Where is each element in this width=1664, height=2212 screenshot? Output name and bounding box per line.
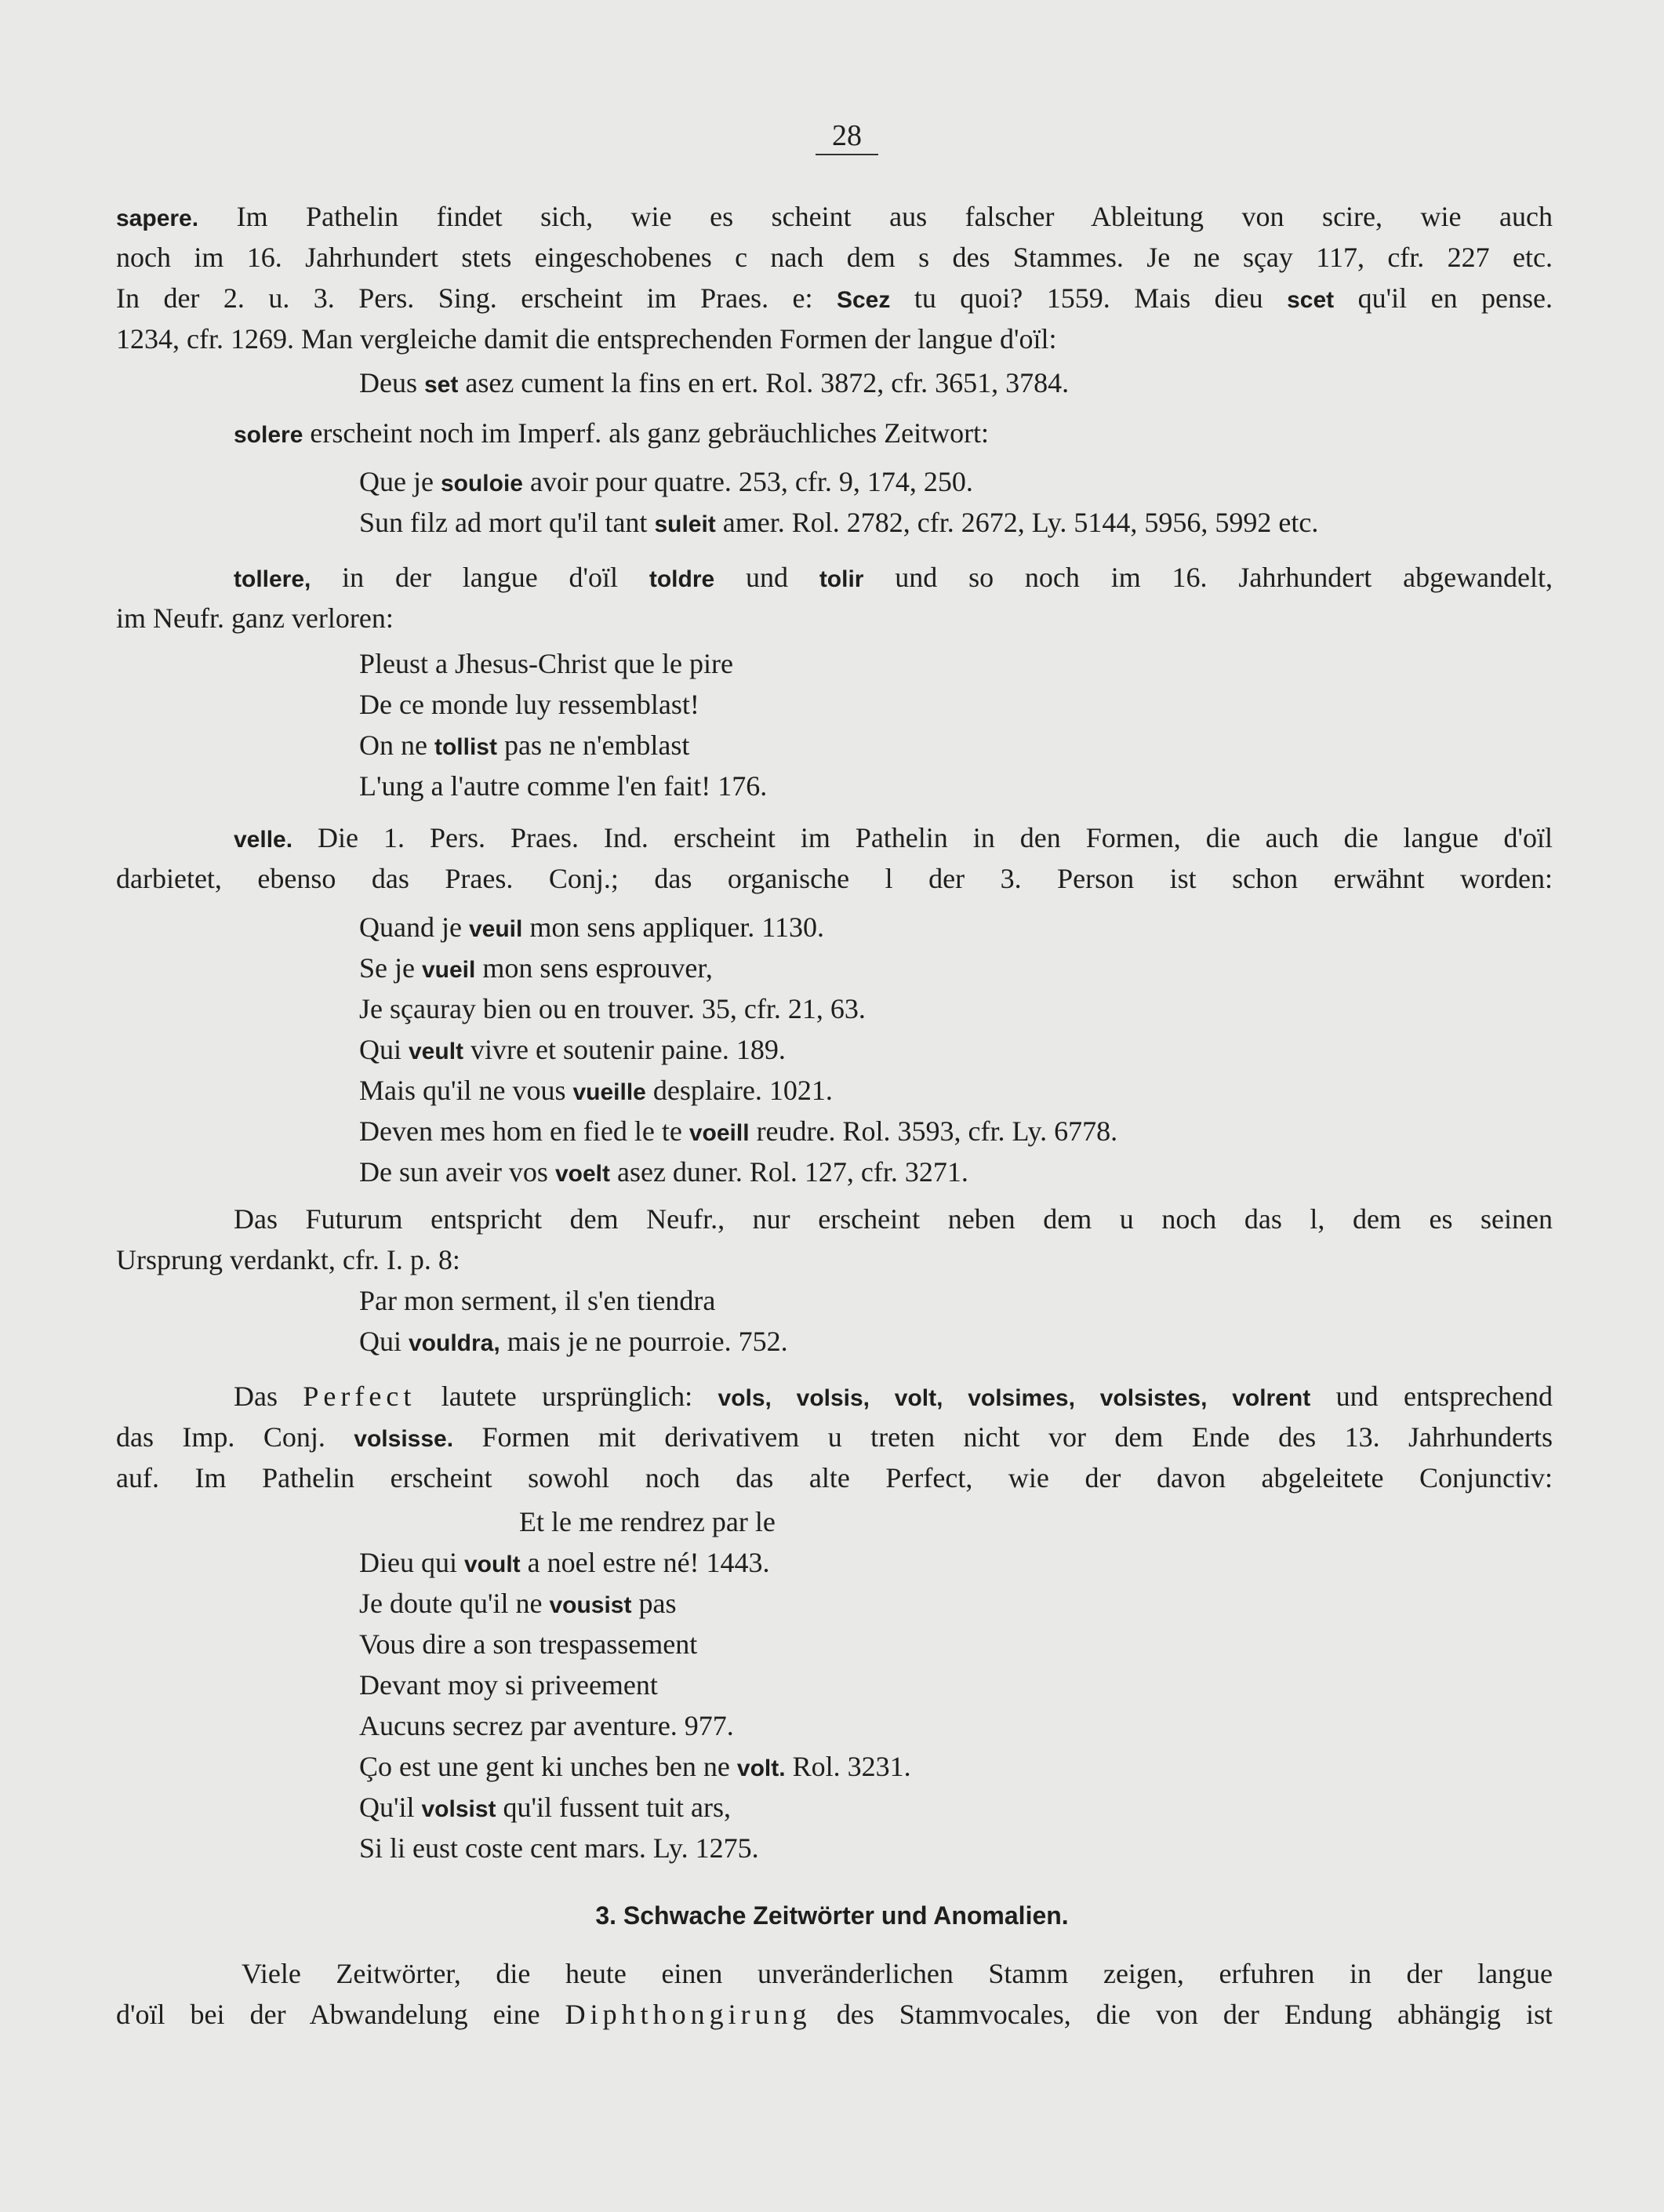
section-heading: 3. Schwache Zeitwörter und Anomalien. xyxy=(595,1901,1069,1930)
quotation-line: De ce monde luy ressemblast! xyxy=(359,689,699,720)
text-line: velle. Die 1. Pers. Praes. Ind. erscheint im Pathelin in den Formen, die auch die langue d'oïl xyxy=(234,822,1553,853)
text-line: im Neufr. ganz verloren: xyxy=(116,602,394,634)
quotation-line: Deven mes hom en fied le te voeill reudre. Rol. 3593, cfr. Ly. 6778. xyxy=(359,1115,1118,1147)
quotation-line: Pleust a Jhesus-Christ que le pire xyxy=(359,648,733,679)
quotation-line: Qu'il volsist qu'il fussent tuit ars, xyxy=(359,1792,732,1823)
text-line: noch im 16. Jahrhundert stets eingeschobenes c nach dem s des Stammes. Je ne sçay 117, cfr. 227 etc. xyxy=(116,242,1553,273)
text-line: tollere, in der langue d'oïl toldre und tolir und so noch im 16. Jahrhundert abgewandelt, xyxy=(234,562,1553,593)
quotation-line: Qui vouldra, mais je ne pourroie. 752. xyxy=(359,1326,788,1357)
quotation-line: Et le me rendrez par le xyxy=(519,1506,776,1537)
quotation-line: Deus set asez cument la fins en ert. Rol. 3872, cfr. 3651, 3784. xyxy=(359,367,1070,398)
quotation-line: Par mon serment, il s'en tiendra xyxy=(359,1285,716,1316)
quotation-line: Devant moy si priveement xyxy=(359,1669,658,1701)
quotation-line: Dieu qui voult a noel estre né! 1443. xyxy=(359,1547,770,1578)
text-line: d'oïl bei der Abwandelung eine Diphthongirung des Stammvocales, die von der Endung abhängig ist xyxy=(116,1999,1553,2030)
text-line: In der 2. u. 3. Pers. Sing. erscheint im Praes. e: Scez tu quoi? 1559. Mais dieu scet qu'il en pense. xyxy=(116,282,1553,314)
quotation-line: Quand je veuil mon sens appliquer. 1130. xyxy=(359,911,824,943)
text-line: Das Perfect lautete ursprünglich: vols, volsis, volt, volsimes, volsistes, volrent und entsprechend xyxy=(234,1381,1553,1412)
text-line: das Imp. Conj. volsisse. Formen mit derivativem u treten nicht vor dem Ende des 13. Jahrhunderts xyxy=(116,1421,1553,1453)
quotation-line: Mais qu'il ne vous vueille desplaire. 1021. xyxy=(359,1075,833,1106)
text-line: Ursprung verdankt, cfr. I. p. 8: xyxy=(116,1244,460,1275)
page-number: 28 xyxy=(816,118,878,155)
quotation-line: On ne tollist pas ne n'emblast xyxy=(359,729,690,761)
quotation-line: Si li eust coste cent mars. Ly. 1275. xyxy=(359,1832,759,1864)
quotation-line: De sun aveir vos voelt asez duner. Rol. 127, cfr. 3271. xyxy=(359,1156,968,1188)
quotation-line: Vous dire a son trespassement xyxy=(359,1628,698,1660)
headword: sapere. xyxy=(116,206,199,231)
quotation-line: Aucuns secrez par aventure. 977. xyxy=(359,1710,734,1741)
headword: velle. xyxy=(234,827,293,853)
text-line: Das Futurum entspricht dem Neufr., nur erscheint neben dem u noch das l, dem es seinen xyxy=(234,1203,1553,1235)
quotation-line: Je doute qu'il ne vousist pas xyxy=(359,1588,677,1619)
quotation-line: Ço est une gent ki unches ben ne volt. Rol. 3231. xyxy=(359,1751,911,1782)
quotation-line: Se je vueil mon sens esprouver, xyxy=(359,952,713,984)
quotation-line: Sun filz ad mort qu'il tant suleit amer. Rol. 2782, cfr. 2672, Ly. 5144, 5956, 5992 etc. xyxy=(359,507,1319,538)
text-line: darbietet, ebenso das Praes. Conj.; das organische l der 3. Person ist schon erwähnt worden: xyxy=(116,863,1553,894)
quotation-line: L'ung a l'autre comme l'en fait! 176. xyxy=(359,770,768,802)
text-line: auf. Im Pathelin erscheint sowohl noch das alte Perfect, wie der davon abgeleitete Conjunctiv: xyxy=(116,1462,1553,1493)
quotation-line: Je sçauray bien ou en trouver. 35, cfr. 21, 63. xyxy=(359,993,866,1024)
text-line: 1234, cfr. 1269. Man vergleiche damit die entsprechenden Formen der langue d'oïl: xyxy=(116,323,1057,355)
headword: solere xyxy=(234,422,303,448)
text-line: solere erscheint noch im Imperf. als ganz gebräuchliches Zeitwort: xyxy=(234,417,990,449)
quotation-line: Qui veult vivre et soutenir paine. 189. xyxy=(359,1034,786,1065)
quotation-line: Que je souloie avoir pour quatre. 253, cfr. 9, 174, 250. xyxy=(359,466,973,497)
text-line: sapere. Im Pathelin findet sich, wie es scheint aus falscher Ableitung von scire, wie auch xyxy=(116,201,1553,232)
headword: tollere, xyxy=(234,566,311,592)
text-line: Viele Zeitwörter, die heute einen unveränderlichen Stamm zeigen, erfuhren in der langue xyxy=(242,1958,1553,1989)
